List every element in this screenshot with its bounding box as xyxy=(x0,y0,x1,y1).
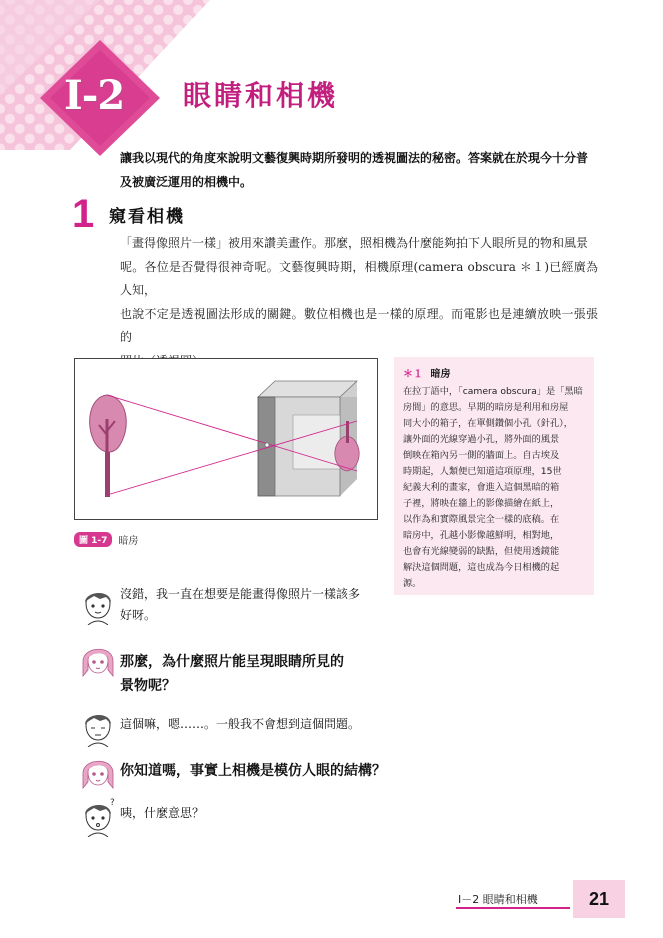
running-title: I－2 眼睛和相機 xyxy=(458,893,538,906)
dialogue-line-2 xyxy=(120,650,344,698)
figure-caption-text: 暗房 xyxy=(118,536,139,547)
section-title: 窺看相機 xyxy=(109,207,185,227)
note-line: 子裡，將映在牆上的影像描繪在紙上， xyxy=(403,498,560,509)
dialogue-text: 好呀。 xyxy=(120,608,157,622)
note-line: 解決這個問題，這也成為今日相機的起 xyxy=(403,562,560,573)
body-paragraph xyxy=(120,232,598,373)
intro-line-1: 讓我以現代的角度來說明文藝復興時期所發明的透視圖法的秘密。答案就在於現今十分普 xyxy=(120,151,589,165)
note-line: 紀義大利的畫家，會進入這個黑暗的箱 xyxy=(403,482,560,493)
body-line: 呢。各位是否覺得很神奇呢。文藝復興時期，相機原理(camera obscura ＊１)已經廣為人知， xyxy=(120,259,598,297)
page-number: 21 xyxy=(573,880,625,918)
boy-avatar xyxy=(80,707,116,747)
boy-avatar xyxy=(80,585,116,625)
dialogue-text: 咦，什麼意思？ xyxy=(120,806,205,820)
chapter-number: I-2 xyxy=(64,72,125,119)
note-marker: ＊１ xyxy=(403,369,423,380)
dialogue-text: 那麼，為什麼照片能呈現眼睛所見的 xyxy=(120,654,344,670)
note-text xyxy=(403,384,586,592)
note-line: 房間」的意思。早期的暗房是利用和房屋 xyxy=(403,402,569,413)
footer-rule xyxy=(456,907,570,909)
note-line: 以作為和實際風景完全一樣的底稿。在 xyxy=(403,514,560,525)
note-line: 在拉丁語中，「camera obscura」是「黑暗 xyxy=(403,386,583,397)
note-line: 暗房中，孔越小影像越鮮明，相對地， xyxy=(403,530,560,541)
dialogue-text: 景物呢？ xyxy=(120,678,176,694)
dialogue-line-5 xyxy=(120,803,204,824)
chapter-title: 眼睛和相機 xyxy=(183,79,339,112)
camera-obscura-figure xyxy=(74,358,378,520)
girl-avatar xyxy=(80,752,116,792)
side-note xyxy=(394,357,594,595)
section-number: 1 xyxy=(72,192,95,236)
figure-caption xyxy=(74,532,138,547)
svg-text:?: ? xyxy=(110,798,115,808)
note-heading xyxy=(403,365,586,380)
dialogue-line-4 xyxy=(120,759,386,783)
figure-tag: 圖 1-7 xyxy=(74,532,112,547)
dialogue-line-3 xyxy=(120,714,360,735)
camera-obscura-illustration xyxy=(75,359,377,519)
body-line: 也說不定是透視圖法形成的關鍵。數位相機也是一樣的原理。而電影也是連續放映一張張的 xyxy=(120,306,598,344)
dialogue-text: 沒錯，我一直在想要是能畫得像照片一樣該多 xyxy=(120,587,361,601)
dialogue-line-1 xyxy=(120,584,360,626)
intro-line-2: 及被廣泛運用的相機中。 xyxy=(120,175,253,189)
note-title: 暗房 xyxy=(430,369,451,380)
note-line: 同大小的箱子，在單側鑽個小孔（針孔）， xyxy=(403,418,573,429)
note-line: 也會有光線變弱的缺點，但使用透鏡能 xyxy=(403,546,560,557)
body-line: 「畫得像照片一樣」被用來讚美畫作。那麼，照相機為什麼能夠拍下人眼所見的物和風景 xyxy=(120,236,589,250)
note-line: 源。 xyxy=(403,578,422,589)
boy-avatar xyxy=(80,797,116,837)
note-line: 讓外面的光線穿過小孔，將外面的風景 xyxy=(403,434,560,445)
girl-avatar xyxy=(80,640,116,680)
dialogue-text: 這個嘛，嗯……。一般我不會想到這個問題。 xyxy=(120,717,361,731)
note-line: 時期起，人類便已知道這項原理，15世 xyxy=(403,466,562,477)
note-line: 倒映在箱內另一側的牆面上。自古埃及 xyxy=(403,450,560,461)
dialogue-text: 你知道嗎，事實上相機是模仿人眼的結構？ xyxy=(120,763,386,779)
